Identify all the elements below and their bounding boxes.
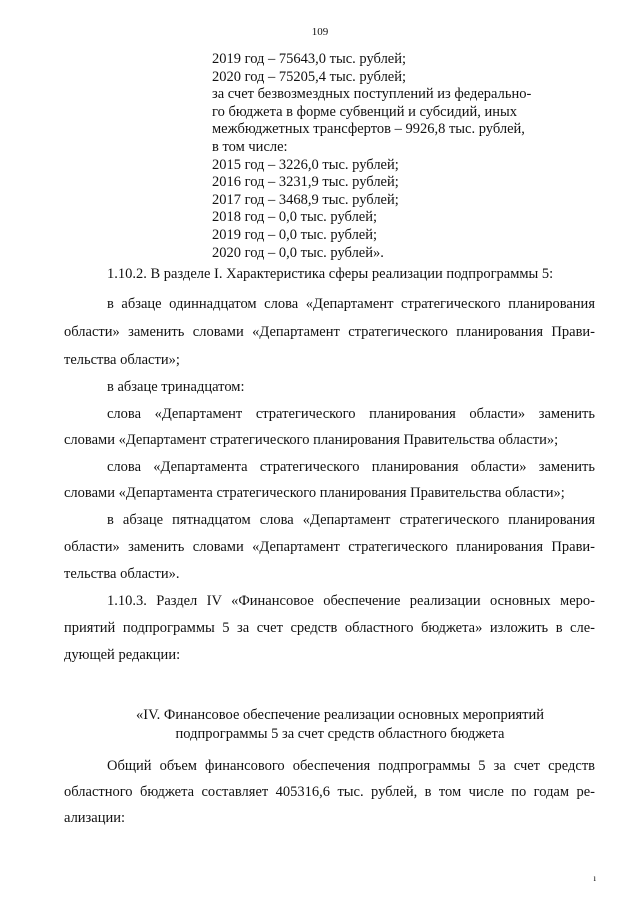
paragraph-line: области» заменить словами «Департамент стратегического планирования Прави- [64,324,595,340]
paragraph-line: 1.10.3. Раздел IV «Финансовое обеспечение реализации основных меро- [107,593,595,609]
heading-line: «IV. Финансовое обеспечение реализации основных мероприятий [135,707,544,723]
heading-line: подпрограммы 5 за счет средств областного бюджета [175,726,505,742]
corner-mark: ı [593,873,596,883]
paragraph-line: приятий подпрограммы 5 за счет средств областного бюджета» изложить в сле- [64,620,595,636]
page-number: 109 [311,26,329,38]
paragraph-line: слова «Департамент стратегического планирования области» заменить [107,406,595,422]
section-heading [80,706,600,744]
paragraph-line: словами «Департамента стратегического планирования Правительства области»; [64,485,565,501]
budget-figures-block [212,51,572,262]
budget-line: го бюджета в форме субвенций и субсидий, иных [212,103,517,120]
paragraph-line: тельства области»; [64,352,180,368]
budget-line: 2015 год – 3226,0 тыс. рублей; [212,156,399,173]
paragraph-line: в абзаце одиннадцатом слова «Департамент стратегического планирования [107,296,595,312]
budget-line: межбюджетных трансфертов – 9926,8 тыс. рублей, [212,121,525,138]
paragraph-line: Общий объем финансового обеспечения подпрограммы 5 за счет средств [107,758,595,774]
budget-line: 2020 год – 75205,4 тыс. рублей; [212,68,407,85]
budget-line: 2016 год – 3231,9 тыс. рублей; [212,174,399,191]
budget-line: 2017 год – 3468,9 тыс. рублей; [212,191,399,208]
budget-line: 2019 год – 0,0 тыс. рублей; [212,226,378,243]
paragraph-line: области» заменить словами «Департамент стратегического планирования Прави- [64,539,595,555]
paragraph-line: слова «Департамента стратегического планирования области» заменить [107,459,595,475]
budget-line: в том числе: [212,138,288,155]
paragraph-line: словами «Департамент стратегического планирования Правительства области»; [64,432,559,448]
budget-line: 2018 год – 0,0 тыс. рублей; [212,209,378,226]
paragraph-line: 1.10.2. В разделе I. Характеристика сферы реализации подпрограммы 5: [107,266,554,282]
paragraph-line: в абзаце тринадцатом: [107,379,245,395]
paragraph-line: областного бюджета составляет 405316,6 тыс. рублей, в том числе по годам ре- [64,784,595,800]
budget-line: 2020 год – 0,0 тыс. рублей». [212,244,384,261]
paragraph-line: дующей редакции: [64,647,181,663]
paragraph-line: тельства области». [64,566,180,582]
paragraph-line: ализации: [64,810,126,826]
paragraph-line: в абзаце пятнадцатом слова «Департамент стратегического планирования [107,512,595,528]
budget-line: за счет безвозмездных поступлений из федерально- [212,86,532,103]
budget-line: 2019 год – 75643,0 тыс. рублей; [212,51,407,67]
